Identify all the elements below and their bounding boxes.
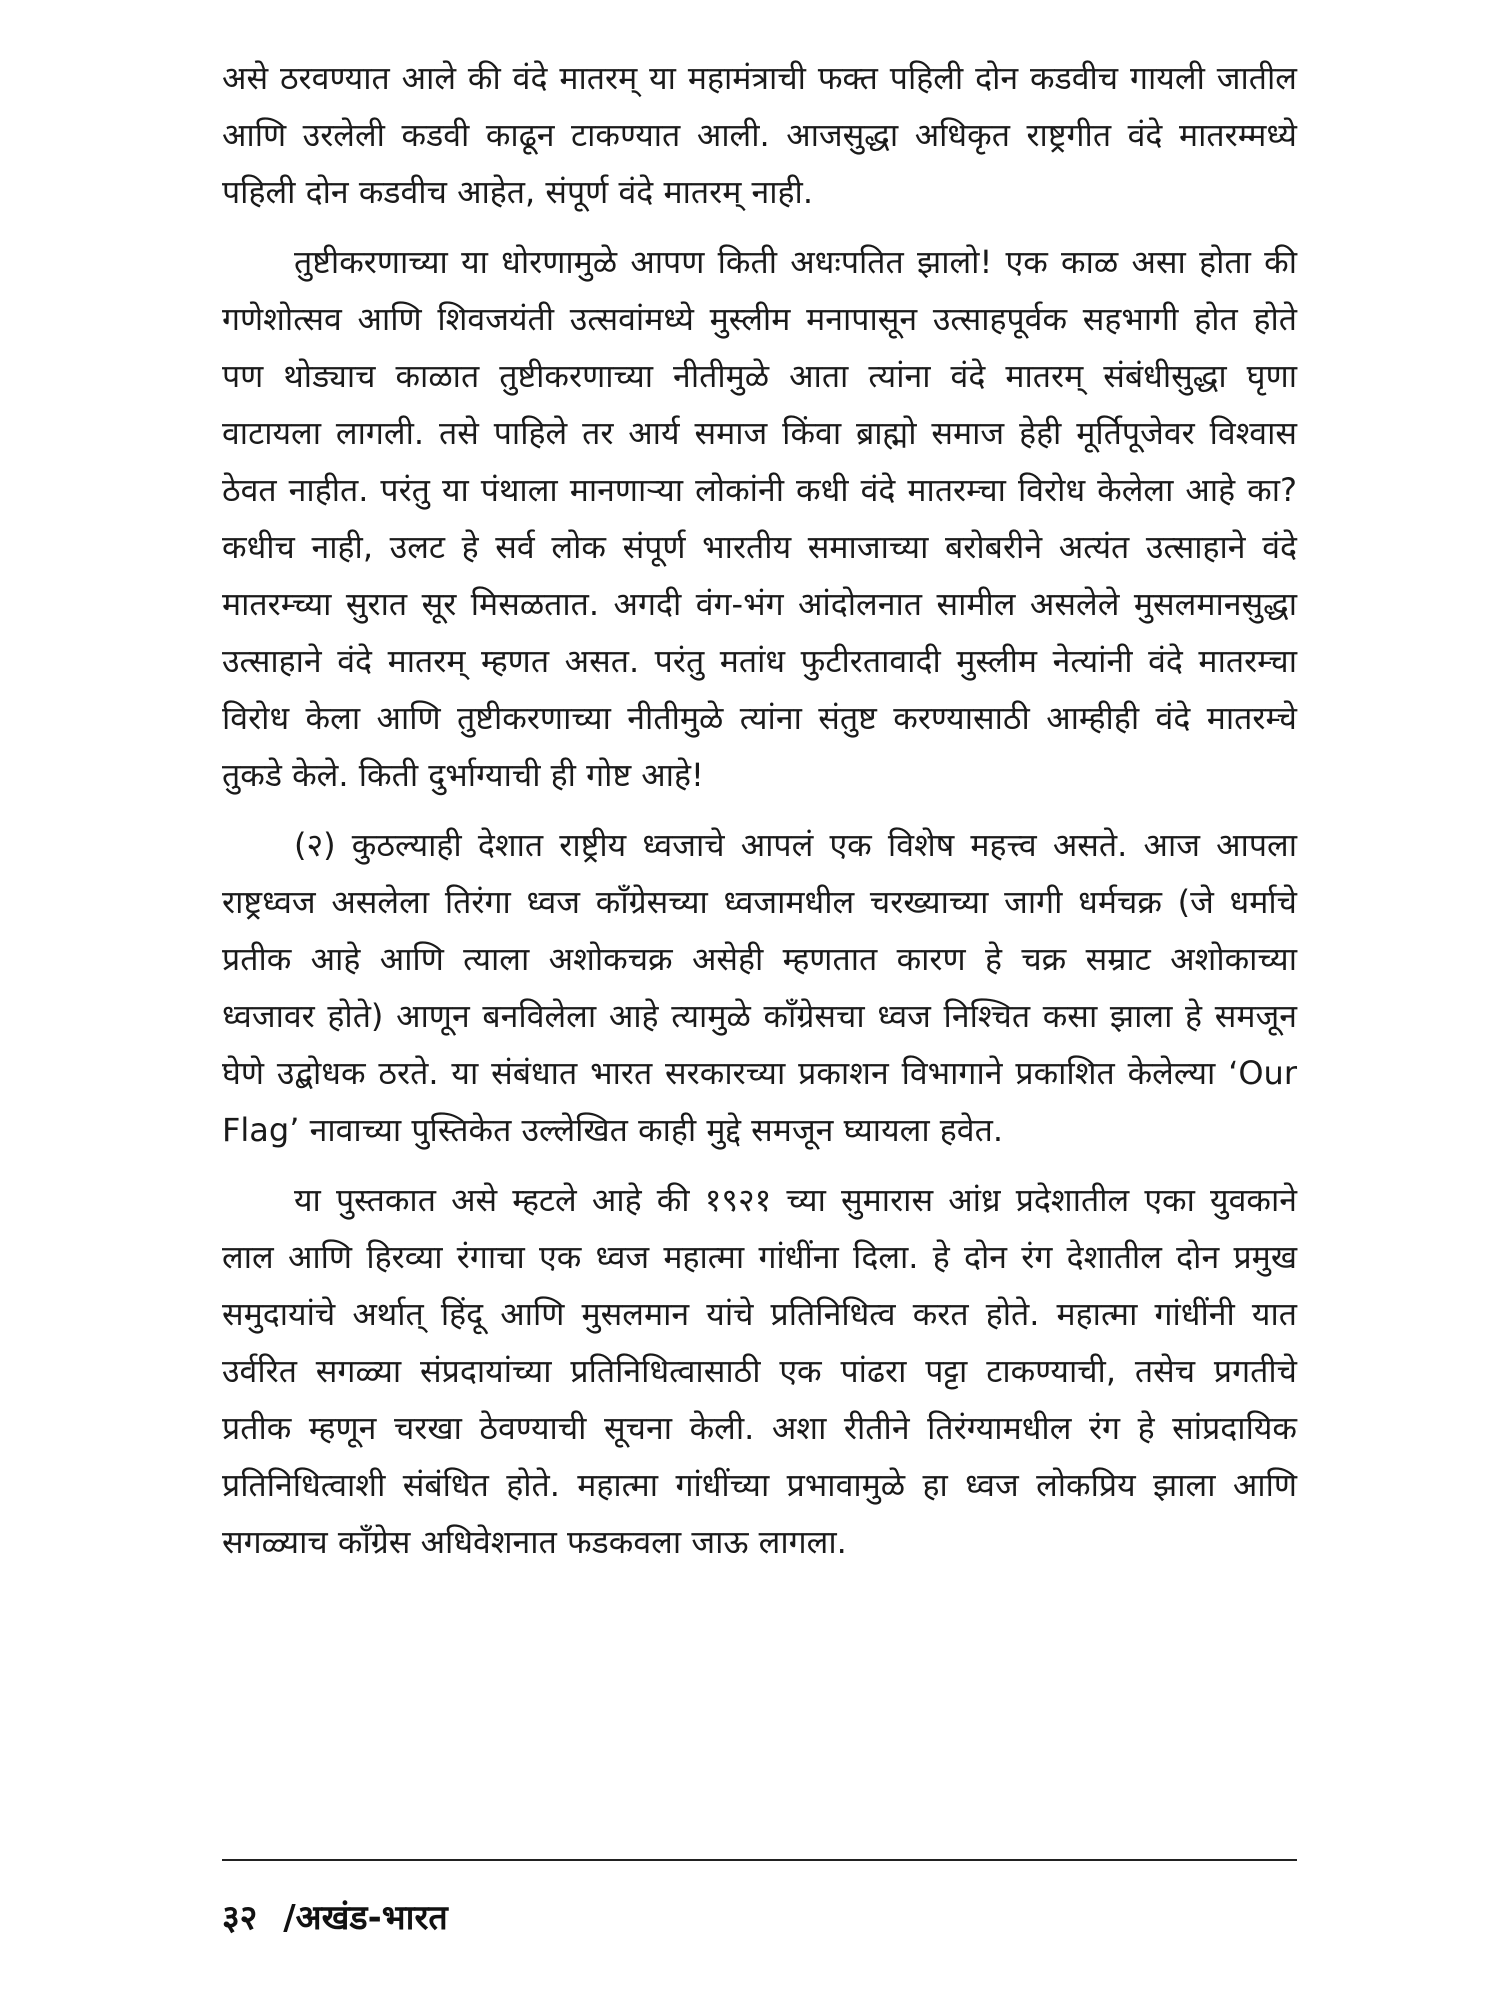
paragraph-national-flag: (२) कुठल्याही देशात राष्ट्रीय ध्वजाचे आपलं एक विशेष महत्त्व असते. आज आपला राष्ट्रध्वज असलेला तिरंगा ध्वज काँग्रेसच्या ध्वजामधील चरख्याच्या जागी धर्मचक्र (जे धर्माचे प्रतीक आहे आणि त्याला अशोकचक्र असेही म्हणतात कारण हे चक्र सम्राट अशोकाच्या ध्वजावर होते) आणून बनविलेला आहे त्यामुळे काँग्रेसचा ध्वज निश्चित कसा झाला हे समजून घेणे उद्बोधक ठरते. या संबंधात भारत सरकारच्या प्रकाशन विभागाने प्रकाशित केलेल्या ‘Our Flag’ नावाच्या पुस्तिकेत उल्लेखित काही मुद्दे समजून घ्यायला हवेत.	[222, 826, 1297, 1149]
body-text	[222, 50, 1297, 1584]
footer-separator: /	[283, 1898, 296, 1938]
page-footer	[222, 1893, 448, 1939]
book-title: अखंड-भारत	[295, 1898, 448, 1938]
paragraph-flag-history: या पुस्तकात असे म्हटले आहे की १९२१ च्या सुमारास आंध्र प्रदेशातील एका युवकाने लाल आणि हिरव्या रंगाचा एक ध्वज महात्मा गांधींना दिला. हे दोन रंग देशातील दोन प्रमुख समुदायांचे अर्थात् हिंदू आणि मुसलमान यांचे प्रतिनिधित्व करत होते. महात्मा गांधींनी यात उर्वरित सगळ्या संप्रदायांच्या प्रतिनिधित्वासाठी एक पांढरा पट्टा टाकण्याची, तसेच प्रगतीचे प्रतीक म्हणून चरखा ठेवण्याची सूचना केली. अशा रीतीने तिरंग्यामधील रंग हे सांप्रदायिक प्रतिनिधित्वाशी संबंधित होते. महात्मा गांधींच्या प्रभावामुळे हा ध्वज लोकप्रिय झाला आणि सगळ्याच काँग्रेस अधिवेशनात फडकवला जाऊ लागला.	[222, 1181, 1297, 1561]
page-number: ३२	[222, 1898, 258, 1938]
paragraph-continuation: असे ठरवण्यात आले की वंदे मातरम् या महामंत्राची फक्त पहिली दोन कडवीच गायली जातील आणि उरलेली कडवी काढून टाकण्यात आली. आजसुद्धा अधिकृत राष्ट्रगीत वंदे मातरम्मध्ये पहिली दोन कडवीच आहेत, संपूर्ण वंदे मातरम् नाही.	[222, 59, 1297, 211]
footer-divider	[222, 1859, 1297, 1861]
paragraph-appeasement: तुष्टीकरणाच्या या धोरणामुळे आपण किती अधःपतित झालो! एक काळ असा होता की गणेशोत्सव आणि शिवजयंती उत्सवांमध्ये मुस्लीम मनापासून उत्साहपूर्वक सहभागी होत होते पण थोड्याच काळात तुष्टीकरणाच्या नीतीमुळे आता त्यांना वंदे मातरम् संबंधीसुद्धा घृणा वाटायला लागली. तसे पाहिले तर आर्य समाज किंवा ब्राह्मो समाज हेही मूर्तिपूजेवर विश्वास ठेवत नाहीत. परंतु या पंथाला मानणाऱ्या लोकांनी कधी वंदे मातरम्चा विरोध केलेला आहे का? कधीच नाही, उलट हे सर्व लोक संपूर्ण भारतीय समाजाच्या बरोबरीने अत्यंत उत्साहाने वंदे मातरम्च्या सुरात सूर मिसळतात. अगदी वंग-भंग आंदोलनात सामील असलेले मुसलमानसुद्धा उत्साहाने वंदे मातरम् म्हणत असत. परंतु मतांध फुटीरतावादी मुस्लीम नेत्यांनी वंदे मातरम्चा विरोध केला आणि तुष्टीकरणाच्या नीतीमुळे त्यांना संतुष्ट करण्यासाठी आम्हीही वंदे मातरम्चे तुकडे केले. किती दुर्भाग्याची ही गोष्ट आहे!	[222, 243, 1297, 794]
